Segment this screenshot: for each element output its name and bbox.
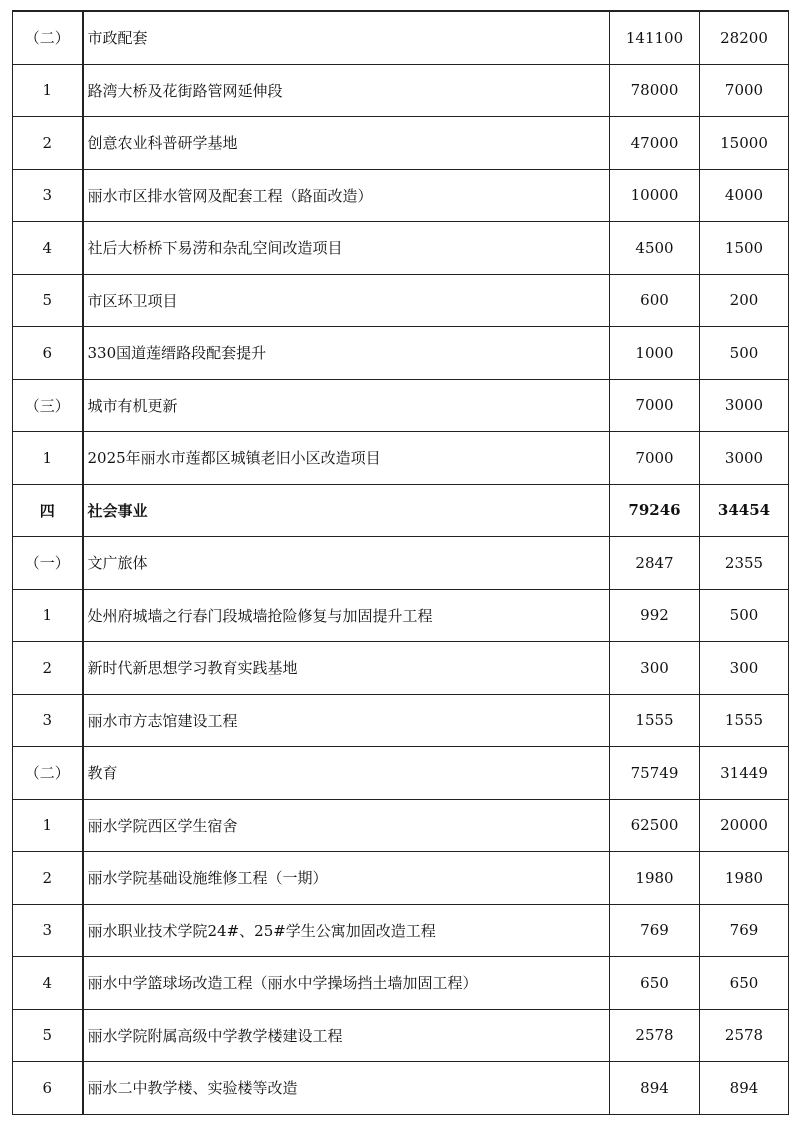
table-row	[13, 64, 789, 117]
annual-amount-cell: 1555	[700, 694, 789, 747]
annual-amount-cell: 3000	[700, 379, 789, 432]
total-investment-cell: 7000	[610, 432, 700, 485]
annual-amount-cell: 4000	[700, 169, 789, 222]
row-number-cell: （一）	[13, 537, 83, 590]
project-name-cell: 2025年丽水市莲都区城镇老旧小区改造项目	[83, 432, 610, 485]
table-row	[13, 1062, 789, 1115]
row-number-cell: 1	[13, 64, 83, 117]
annual-amount-cell: 34454	[700, 484, 789, 537]
row-number-cell: 4	[13, 222, 83, 275]
table-row	[13, 169, 789, 222]
project-name-cell: 丽水学院西区学生宿舍	[83, 799, 610, 852]
table-row	[13, 274, 789, 327]
project-name-cell: 市政配套	[83, 11, 610, 64]
project-name-cell: 330国道莲缙路段配套提升	[83, 327, 610, 380]
annual-amount-cell: 2355	[700, 537, 789, 590]
table-row	[13, 11, 789, 64]
total-investment-cell: 141100	[610, 11, 700, 64]
total-investment-cell: 47000	[610, 117, 700, 170]
annual-amount-cell: 500	[700, 589, 789, 642]
total-investment-cell: 600	[610, 274, 700, 327]
project-name-cell: 丽水市区排水管网及配套工程（路面改造）	[83, 169, 610, 222]
row-number-cell: 5	[13, 1009, 83, 1062]
project-name-cell: 路湾大桥及花街路管网延伸段	[83, 64, 610, 117]
project-name-cell: 丽水中学篮球场改造工程（丽水中学操场挡土墙加固工程）	[83, 957, 610, 1010]
total-investment-cell: 650	[610, 957, 700, 1010]
table-row	[13, 432, 789, 485]
table-row	[13, 222, 789, 275]
total-investment-cell: 10000	[610, 169, 700, 222]
document-page	[12, 10, 788, 1115]
table-body	[13, 11, 789, 1114]
table-row	[13, 694, 789, 747]
row-number-cell: 3	[13, 169, 83, 222]
total-investment-cell: 4500	[610, 222, 700, 275]
project-name-cell: 教育	[83, 747, 610, 800]
total-investment-cell: 1555	[610, 694, 700, 747]
project-name-cell: 丽水学院基础设施维修工程（一期）	[83, 852, 610, 905]
row-number-cell: 5	[13, 274, 83, 327]
project-name-cell: 丽水市方志馆建设工程	[83, 694, 610, 747]
total-investment-cell: 769	[610, 904, 700, 957]
project-name-cell: 城市有机更新	[83, 379, 610, 432]
row-number-cell: 3	[13, 904, 83, 957]
row-number-cell: （二）	[13, 747, 83, 800]
total-investment-cell: 1000	[610, 327, 700, 380]
row-number-cell: 6	[13, 327, 83, 380]
table-row	[13, 379, 789, 432]
project-name-cell: 创意农业科普研学基地	[83, 117, 610, 170]
total-investment-cell: 75749	[610, 747, 700, 800]
annual-amount-cell: 650	[700, 957, 789, 1010]
project-name-cell: 社后大桥桥下易涝和杂乱空间改造项目	[83, 222, 610, 275]
row-number-cell: 4	[13, 957, 83, 1010]
annual-amount-cell: 769	[700, 904, 789, 957]
table-row	[13, 799, 789, 852]
annual-amount-cell: 200	[700, 274, 789, 327]
project-name-cell: 处州府城墙之行春门段城墙抢险修复与加固提升工程	[83, 589, 610, 642]
row-number-cell: 1	[13, 432, 83, 485]
project-table	[12, 10, 789, 1115]
row-number-cell: 3	[13, 694, 83, 747]
row-number-cell: 2	[13, 642, 83, 695]
annual-amount-cell: 1980	[700, 852, 789, 905]
total-investment-cell: 7000	[610, 379, 700, 432]
row-number-cell: （二）	[13, 11, 83, 64]
annual-amount-cell: 1500	[700, 222, 789, 275]
table-row	[13, 484, 789, 537]
total-investment-cell: 2847	[610, 537, 700, 590]
project-name-cell: 文广旅体	[83, 537, 610, 590]
project-name-cell: 新时代新思想学习教育实践基地	[83, 642, 610, 695]
annual-amount-cell: 7000	[700, 64, 789, 117]
project-name-cell: 丽水二中教学楼、实验楼等改造	[83, 1062, 610, 1115]
table-row	[13, 642, 789, 695]
total-investment-cell: 79246	[610, 484, 700, 537]
project-name-cell: 丽水学院附属高级中学教学楼建设工程	[83, 1009, 610, 1062]
row-number-cell: 1	[13, 799, 83, 852]
annual-amount-cell: 894	[700, 1062, 789, 1115]
total-investment-cell: 2578	[610, 1009, 700, 1062]
total-investment-cell: 78000	[610, 64, 700, 117]
table-row	[13, 117, 789, 170]
row-number-cell: 6	[13, 1062, 83, 1115]
row-number-cell: 四	[13, 484, 83, 537]
row-number-cell: 2	[13, 852, 83, 905]
annual-amount-cell: 300	[700, 642, 789, 695]
total-investment-cell: 62500	[610, 799, 700, 852]
annual-amount-cell: 2578	[700, 1009, 789, 1062]
project-name-cell: 社会事业	[83, 484, 610, 537]
row-number-cell: 2	[13, 117, 83, 170]
table-row	[13, 537, 789, 590]
annual-amount-cell: 31449	[700, 747, 789, 800]
total-investment-cell: 300	[610, 642, 700, 695]
table-row	[13, 852, 789, 905]
project-name-cell: 市区环卫项目	[83, 274, 610, 327]
table-row	[13, 904, 789, 957]
annual-amount-cell: 20000	[700, 799, 789, 852]
table-row	[13, 747, 789, 800]
annual-amount-cell: 15000	[700, 117, 789, 170]
total-investment-cell: 1980	[610, 852, 700, 905]
table-row	[13, 327, 789, 380]
total-investment-cell: 992	[610, 589, 700, 642]
annual-amount-cell: 3000	[700, 432, 789, 485]
table-row	[13, 589, 789, 642]
project-name-cell: 丽水职业技术学院24#、25#学生公寓加固改造工程	[83, 904, 610, 957]
row-number-cell: 1	[13, 589, 83, 642]
table-row	[13, 957, 789, 1010]
total-investment-cell: 894	[610, 1062, 700, 1115]
table-row	[13, 1009, 789, 1062]
row-number-cell: （三）	[13, 379, 83, 432]
annual-amount-cell: 28200	[700, 11, 789, 64]
annual-amount-cell: 500	[700, 327, 789, 380]
